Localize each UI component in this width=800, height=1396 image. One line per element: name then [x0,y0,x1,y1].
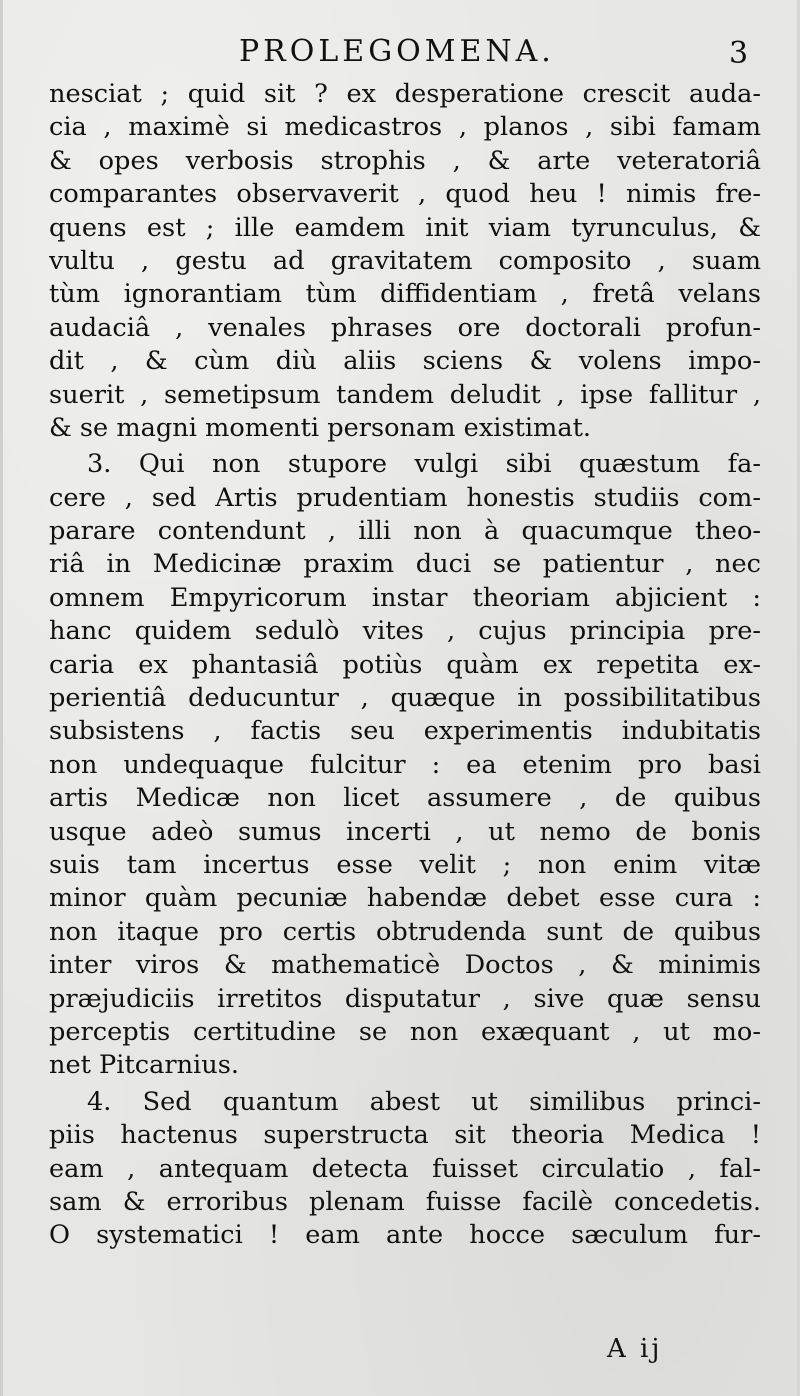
text-line: parare contendunt , illi non à quacumque theo- [49,516,761,547]
running-title: PROLEGOMENA. [239,34,555,69]
body-text [49,78,761,1253]
text-line: audaciâ , venales phrases ore doctorali profun- [49,312,761,343]
text-line: usque adeò sumus incerti , ut nemo de bonis [49,816,761,847]
signature-mark: A ij [607,1334,663,1364]
text-line: 4. Sed quantum abest ut similibus princi- [87,1086,761,1117]
paragraph-3 [49,448,761,1082]
text-line: vultu , gestu ad gravitatem composito , suam [49,245,761,276]
text-line: subsistens , factis seu experimentis indubitatis [49,716,761,747]
text-line: O systematici ! eam ante hocce sæculum fur- [49,1220,761,1251]
text-line: sam & erroribus plenam fuisse facilè concedetis. [49,1186,761,1217]
text-line: comparantes observaverit , quod heu ! nimis fre- [49,179,761,210]
text-line: riâ in Medicinæ praxim duci se patientur , nec [49,549,761,580]
text-line: omnem Empyricorum instar theoriam abjicient : [49,582,761,613]
text-line: non undequaque fulcitur : ea etenim pro basi [49,749,761,780]
text-line: inter viros & mathematicè Doctos , & minimis [49,950,761,981]
text-line: cia , maximè si medicastros , planos , sibi famam [49,112,761,143]
text-line: piis hactenus superstructa sit theoria Medica ! [49,1120,761,1151]
text-line: cere , sed Artis prudentiam honestis studiis com- [49,482,761,513]
text-line: præjudiciis irretitos disputatur , sive quæ sensu [49,983,761,1014]
text-line: perientiâ deducuntur , quæque in possibilitatibus [49,683,761,714]
paragraph-4 [49,1086,761,1253]
text-line: suerit , semetipsum tandem deludit , ipse fallitur , [49,379,761,410]
text-line: suis tam incertus esse velit ; non enim vitæ [49,849,761,880]
paragraph-continuation [49,78,761,445]
text-line: nesciat ; quid sit ? ex desperatione crescit auda- [49,79,761,109]
text-line: artis Medicæ non licet assumere , de quibus [49,783,761,814]
text-line: non itaque pro certis obtrudenda sunt de quibus [49,916,761,947]
text-line: & opes verbosis strophis , & arte veteratoriâ [49,145,761,176]
text-line: caria ex phantasiâ potiùs quàm ex repetita ex- [49,649,761,680]
text-line: net Pitcarnius. [49,1050,239,1081]
text-line: tùm ignorantiam tùm diffidentiam , fretâ velans [49,279,761,310]
page-number: 3 [729,36,749,71]
text-line: quens est ; ille eamdem init viam tyrunculus, & [49,212,761,243]
text-line: hanc quidem sedulò vites , cujus principia pre- [49,616,761,647]
page-header [3,34,800,78]
text-line: dit , & cùm diù aliis sciens & volens impo- [49,346,761,377]
text-line: eam , antequam detecta fuisset circulatio , fal- [49,1153,761,1184]
text-line: perceptis certitudine se non exæquant , ut mo- [49,1016,761,1047]
text-line: 3. Qui non stupore vulgi sibi quæstum fa- [87,449,761,480]
text-line: & se magni momenti personam existimat. [49,412,592,443]
text-line: minor quàm pecuniæ habendæ debet esse cura : [49,883,761,914]
